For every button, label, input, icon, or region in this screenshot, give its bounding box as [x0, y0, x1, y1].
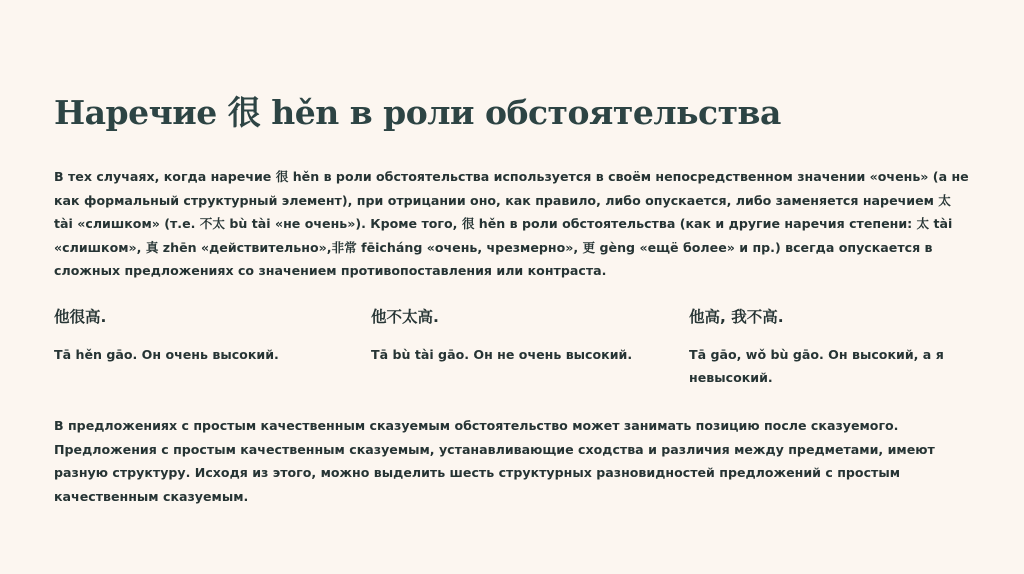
example-translation: Tā bù tài gāo. Он не очень высокий. — [371, 347, 633, 362]
example-translation: Tā gāo, wǒ bù gāo. Он высокий, а я невысокий. — [689, 347, 944, 385]
example-chinese: 他很高. — [54, 308, 107, 326]
closing-paragraph: В предложениях с простым качественным сказуемым обстоятельство может занимать позицию после сказуемого. Предложения с простым качественным сказуемым, устанавливающие сходства и различия между предметами, имеют разную структуру. Исходя из этого, можно выделить шесть структурных разновидностей предложений с простым качественным сказуемым. — [54, 418, 935, 504]
intro-paragraph: В тех случаях, когда наречие 很 hěn в роли обстоятельства используется в своём непосредственном значении «очень» (а не как формальный структурный элемент), при отрицании оно, как правило, либо опускается, либо заменяется наречием 太 tài «слишком» (т.е. 不太 bù tài «не очень»). Кроме того, 很 hěn в роли обстоятельства (как и другие наречия степени: 太 tài «слишком», 真 zhēn «действительно»,非常 fēicháng «очень, чрезмерно», 更 gèng «ещё более» и пр.) всегда опускается в сложных предложениях со значением противопоставления или контраста. — [54, 169, 969, 278]
example-translation: Tā hěn gāo. Он очень высокий. — [54, 347, 279, 362]
example-column-2 — [371, 305, 661, 366]
example-column-1 — [54, 305, 344, 366]
slide-title: Наречие 很 hěn в роли обстоятельства — [54, 93, 781, 132]
example-chinese: 他不太高. — [371, 308, 439, 326]
example-chinese: 他高, 我不高. — [689, 308, 784, 326]
example-column-3 — [689, 305, 979, 389]
